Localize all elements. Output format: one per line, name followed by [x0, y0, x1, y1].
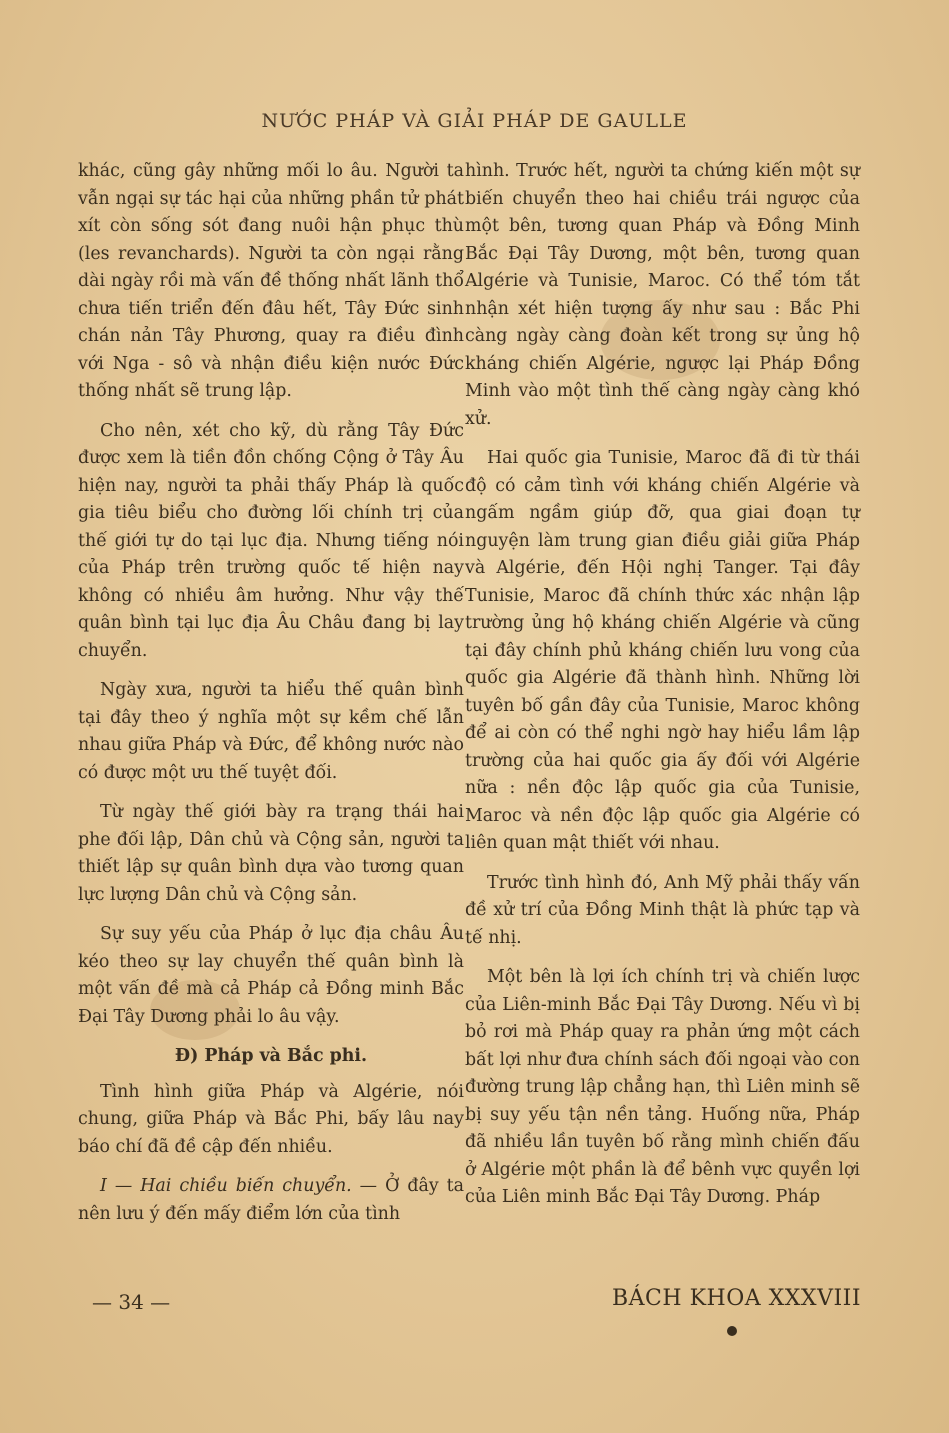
running-header: NƯỚC PHÁP VÀ GIẢI PHÁP DE GAULLE	[261, 110, 688, 132]
paragraph-text: Ở đây ta nên lưu ý đến mấy điểm lớn của tình	[78, 1176, 464, 1224]
paragraph: Cho nên, xét cho kỹ, dù rằng Tây Đức được xem là tiền đồn chống Cộng ở Tây Âu hiện nay, người ta phải thấy Pháp là quốc gia tiêu biểu cho đường lối chính trị của thế giới tự do tại lục địa. Nhưng tiếng nói của Pháp trên trường quốc tế hiện nay không có nhiều âm hưởng. Như vậy thế quân bình tại lục địa Âu Châu đang bị lay chuyển.	[78, 420, 464, 661]
page-number: — 34 —	[92, 1290, 171, 1314]
paragraph	[78, 1173, 464, 1228]
italic-lead-heading: I — Hai chiều biến chuyển. —	[100, 1176, 378, 1196]
paragraph: Hai quốc gia Tunisie, Maroc đã đi từ thái độ có cảm tình với kháng chiến Algérie và ngấm ngầm giúp đỡ, qua giai đoạn tự nguyện làm trung gian điều giải giữa Pháp và Algérie, đến Hội nghị Tanger. Tại đây Tunisie, Maroc đã chính thức xác nhận lập trường ủng hộ kháng chiến Algérie và cũng tại đây chính phủ kháng chiến lưu vong của quốc gia Algérie đã thành hình. Những lời tuyên bố gần đây của Tunisie, Maroc không để ai còn có thể nghi ngờ hay hiểu lầm lập trường của hai quốc gia ấy đối với Algérie nữa : nền độc lập quốc gia của Tunisie, Maroc và nền độc lập quốc gia Algérie có liên quan mật thiết với nhau.	[465, 448, 860, 853]
right-column	[465, 158, 860, 1224]
paragraph: Trước tình hình đó, Anh Mỹ phải thấy vấn đề xử trí của Đồng Minh thật là phức tạp và tế nhị.	[465, 872, 860, 948]
ink-dot	[727, 1326, 737, 1336]
paragraph: Sự suy yếu của Pháp ở lục địa châu Âu kéo theo sự lay chuyển thế quân bình là một vấn đề mà cả Pháp cả Đồng minh Bắc Đại Tây Dương phải lo âu vậy.	[78, 924, 464, 1027]
magazine-title: BÁCH KHOA XXXVIII	[612, 1286, 862, 1311]
paragraph: Tình hình giữa Pháp và Algérie, nói chung, giữa Pháp và Bắc Phi, bấy lâu nay báo chí đã đề cập đến nhiều.	[78, 1081, 464, 1157]
paragraph: hình. Trước hết, người ta chứng kiến một sự biến chuyển theo hai chiều trái ngược của một bên, tương quan Pháp và Đồng Minh Bắc Đại Tây Dương, một bên, tương quan Algérie và Tunisie, Maroc. Có thể tóm tắt nhận xét hiện tượng ấy như sau : Bắc Phi càng ngày càng đoàn kết trong sự ủng hộ kháng chiến Algérie, ngược lại Pháp Đồng Minh vào một tình thế càng ngày càng khó xử.	[465, 161, 860, 429]
paragraph: Từ ngày thế giới bày ra trạng thái hai phe đối lập, Dân chủ và Cộng sản, người ta thiết lập sự quân bình dựa vào tương quan lực lượng Dân chủ và Cộng sản.	[78, 802, 464, 905]
paragraph: Ngày xưa, người ta hiểu thế quân bình tại đây theo ý nghĩa một sự kềm chế lẫn nhau giữa Pháp và Đức, để không nước nào có được một ưu thế tuyệt đối.	[78, 680, 464, 783]
left-column	[78, 158, 464, 1240]
section-subheading: Đ) Pháp và Bắc phi.	[174, 1046, 368, 1066]
paragraph: khác, cũng gây những mối lo âu. Người ta vẫn ngại sự tác hại của những phần tử phát xít còn sống sót đang nuôi hận phục thù (les revanchards). Người ta còn ngại rằng dài ngày rồi mà vấn đề thống nhất lãnh thổ chưa tiến triển đến đâu hết, Tây Đức sinh chán nản Tây Phương, quay ra điều đình với Nga - sô và nhận điều kiện nước Đức thống nhất sẽ trung lập.	[78, 161, 464, 401]
paragraph: Một bên là lợi ích chính trị và chiến lược của Liên-minh Bắc Đại Tây Dương. Nếu vì bị bỏ rơi mà Pháp quay ra phản ứng một cách bất lợi như đưa chính sách đối ngoại vào con đường trung lập chẳng hạn, thì Liên minh sẽ bị suy yếu tận nền tảng. Huống nữa, Pháp đã nhiều lần tuyên bố rằng mình chiến đấu ở Algérie một phần là để bênh vực quyền lợi của Liên minh Bắc Đại Tây Dương. Pháp	[465, 967, 860, 1207]
